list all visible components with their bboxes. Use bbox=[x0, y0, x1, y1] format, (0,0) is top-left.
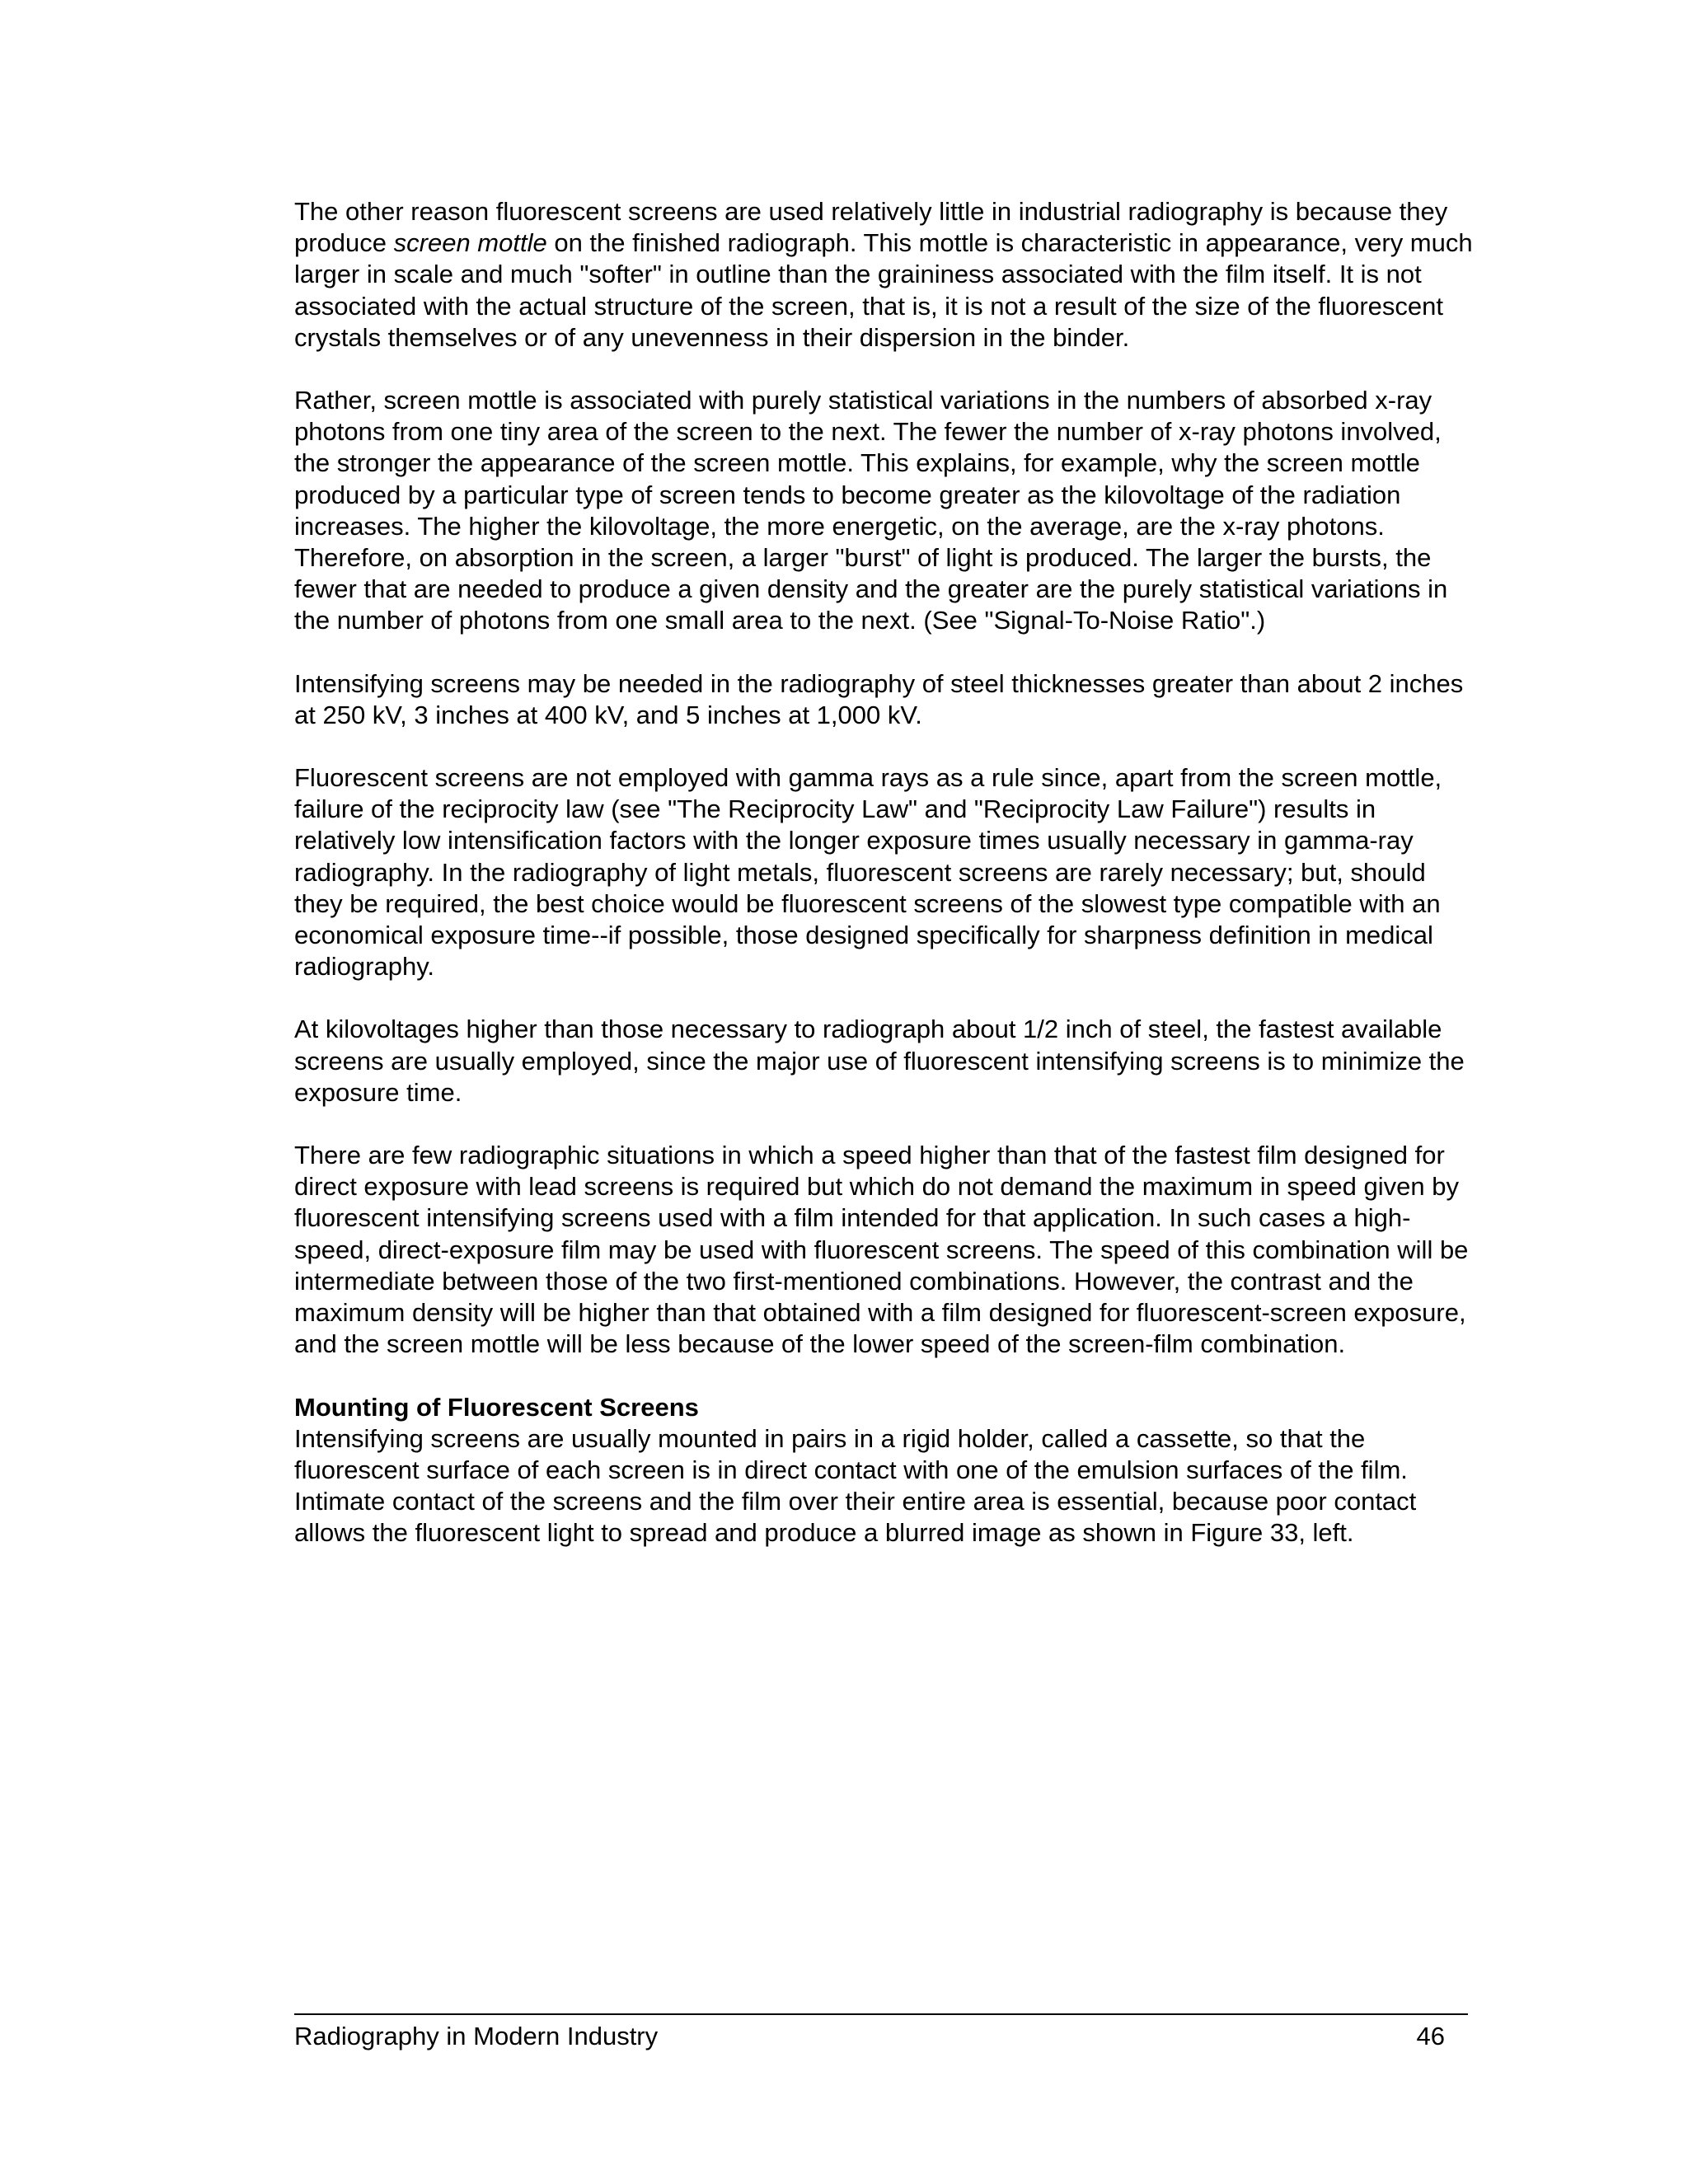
page-number: 46 bbox=[1416, 2022, 1445, 2050]
footer-divider bbox=[294, 2013, 1468, 2015]
paragraph-statistical-variations: Rather, screen mottle is associated with purely statistical variations in the numbers of absorbed x-ray photons from one tiny area of the screen to the next. The fewer the number of x-ray photons involved, the stronger the appearance of the screen mottle. This explains, for example, why the screen mottle produced by a particular type of screen tends to become greater as the kilovoltage of the radiation increases. The higher the kilovoltage, the more energetic, on the average, are the x-ray photons. Therefore, on absorption in the screen, a larger "burst" of light is produced. The larger the bursts, the fewer that are needed to produce a given density and the greater are the purely statistical variations in the number of photons from one small area to the next. (See "Signal-To-Noise Ratio".) bbox=[294, 386, 1448, 635]
emphasis-term: screen mottle bbox=[393, 228, 547, 258]
paragraph-radiographic-situations: There are few radiographic situations in which a speed higher than that of the fastest film designed for direct exposure with lead screens is required but which do not demand the maximum in speed given by fluorescent intensifying screens used with a film intended for that application. In such cases a high-speed, direct-exposure film may be used with fluorescent screens. The speed of this combination will be intermediate between those of the two first-mentioned combinations. However, the contrast and the maximum density will be higher than that obtained with a film designed for fluorescent-screen exposure, and the screen mottle will be less because of the lower speed of the screen-film combination. bbox=[294, 1141, 1469, 1359]
paragraph-screen-mottle-intro bbox=[294, 196, 1473, 354]
paragraph-text: on the finished radiograph. This mottle is characteristic in appearance, very much larger in scale and much "softer" in outline than the graininess associated with the film itself. It is not associated with the actual structure of the screen, that is, it is not a result of the size of the fluorescent crystals themselves or of any unevenness in their dispersion in the binder. bbox=[294, 228, 1473, 352]
section-heading: Mounting of Fluorescent Screens bbox=[294, 1392, 699, 1422]
paragraph-steel-thickness: Intensifying screens may be needed in the radiography of steel thicknesses greater than about 2 inches at 250 kV, 3 inches at 400 kV, and 5 inches at 1,000 kV. bbox=[294, 668, 1464, 729]
paragraph-kilovoltages: At kilovoltages higher than those necessary to radiograph about 1/2 inch of steel, the fastest available screens are usually employed, since the major use of fluorescent intensifying screens is to minimize the exposure time. bbox=[294, 1015, 1465, 1107]
paragraph-mounting: Intensifying screens are usually mounted in pairs in a rigid holder, called a cassette, so that the fluorescent surface of each screen is in direct contact with one of the emulsion surfaces of the film. Intimate contact of the screens and the film over their entire area is essential, because poor contact allows the fluorescent light to spread and produce a blurred image as shown in Figure 33, left. bbox=[294, 1423, 1417, 1548]
page-body bbox=[294, 196, 1473, 1549]
footer-title: Radiography in Modern Industry bbox=[294, 2022, 659, 2050]
paragraph-text: The other reason fluorescent screens are used relatively little in industrial radiography is because they produce bbox=[294, 197, 1448, 258]
paragraph-gamma-rays: Fluorescent screens are not employed with gamma rays as a rule since, apart from the screen mottle, failure of the reciprocity law (see "The Reciprocity Law" and "Reciprocity Law Failure") results in relatively low intensification factors with the longer exposure times usually necessary in gamma-ray radiography. In the radiography of light metals, fluorescent screens are rarely necessary; but, should they be required, the best choice would be fluorescent screens of the slowest type compatible with an economical exposure time--if possible, those designed specifically for sharpness definition in medical radiography. bbox=[294, 763, 1442, 982]
